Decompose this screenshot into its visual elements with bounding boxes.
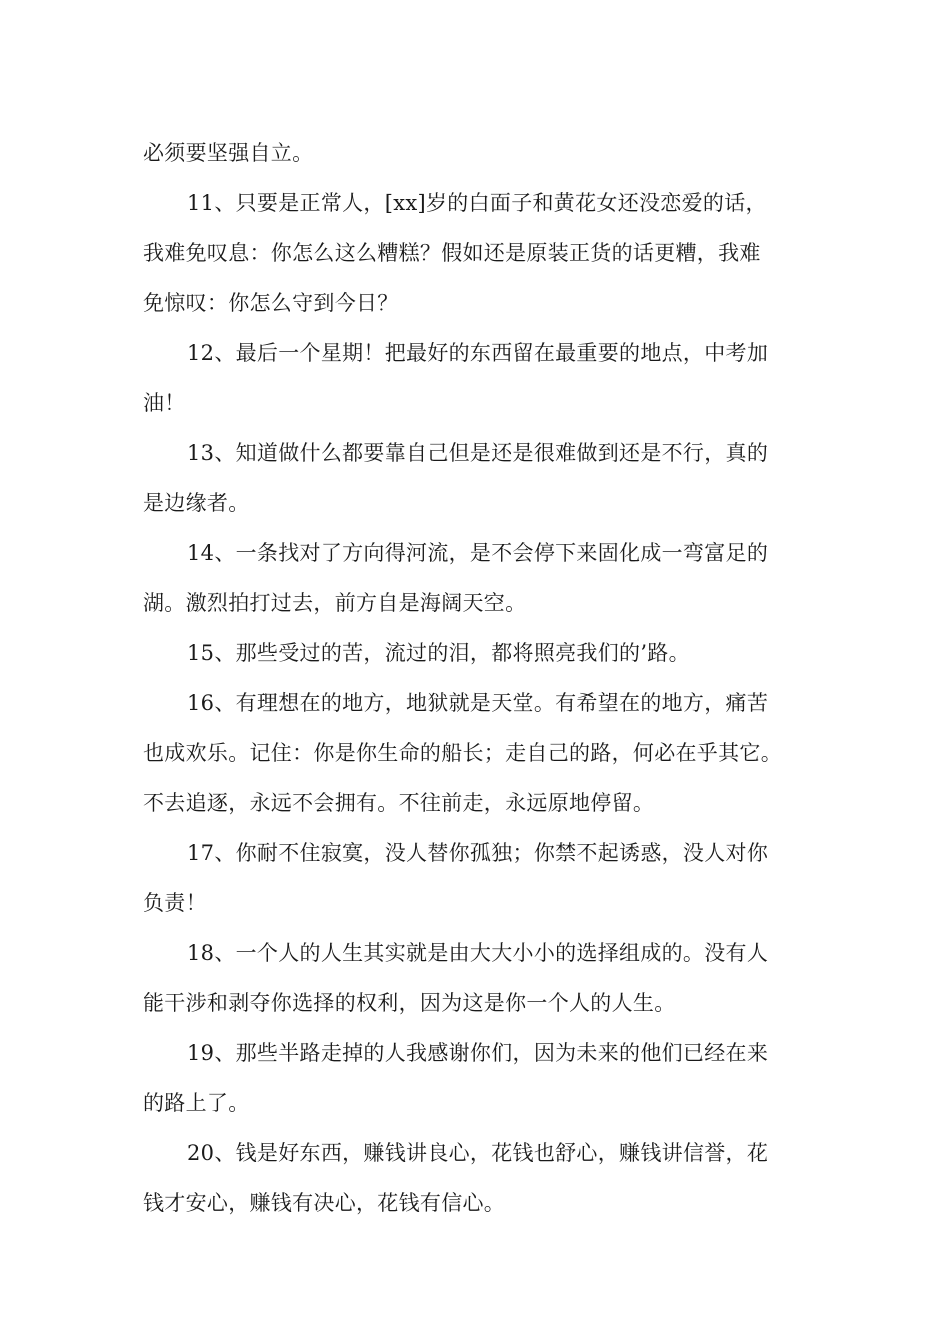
- paragraph-20-line-2: 钱才安心，赚钱有决心，花钱有信心。: [143, 1191, 506, 1215]
- paragraph-12-line-1: 12、最后一个星期！把最好的东西留在最重要的地点，中考加: [187, 341, 769, 365]
- paragraph-11-line-1: 11、只要是正常人，[xx]岁的白面子和黄花女还没恋爱的话，: [187, 191, 767, 215]
- paragraph-15-line-1: 15、那些受过的苦，流过的泪，都将照亮我们的’路。: [187, 641, 690, 665]
- paragraph-12-line-2: 油！: [143, 391, 186, 415]
- paragraph-19-line-1: 19、那些半路走掉的人我感谢你们，因为未来的他们已经在来: [187, 1041, 769, 1065]
- paragraph-14-line-2: 湖。激烈拍打过去，前方自是海阔天空。: [143, 591, 527, 615]
- paragraph-14-line-1: 14、一条找对了方向得河流，是不会停下来固化成一弯富足的: [187, 541, 769, 565]
- paragraph-13-line-1: 13、知道做什么都要靠自己但是还是很难做到还是不行，真的: [187, 441, 769, 465]
- paragraph-20-line-1: 20、钱是好东西，赚钱讲良心，花钱也舒心，赚钱讲信誉，花: [187, 1141, 769, 1165]
- paragraph-16-line-2: 也成欢乐。记住：你是你生命的船长；走自己的路，何必在乎其它。: [143, 741, 782, 765]
- paragraph-16-line-3: 不去追逐，永远不会拥有。不往前走，永远原地停留。: [143, 791, 655, 815]
- paragraph-18-line-2: 能干涉和剥夺你选择的权利，因为这是你一个人的人生。: [143, 991, 676, 1015]
- document-body: [143, 128, 813, 1228]
- paragraph-18-line-1: 18、一个人的人生其实就是由大大小小的选择组成的。没有人: [187, 941, 769, 965]
- paragraph-17-line-2: 负责！: [143, 891, 207, 915]
- text-line: 必须要坚强自立。: [143, 141, 314, 165]
- paragraph-17-line-1: 17、你耐不住寂寞，没人替你孤独；你禁不起诱惑，没人对你: [187, 841, 769, 865]
- paragraph-11-line-2: 我难免叹息：你怎么这么糟糕？假如还是原装正货的话更糟，我难: [143, 241, 761, 265]
- paragraph-19-line-2: 的路上了。: [143, 1091, 250, 1115]
- paragraph-16-line-1: 16、有理想在的地方，地狱就是天堂。有希望在的地方，痛苦: [187, 691, 769, 715]
- paragraph-11-line-3: 免惊叹：你怎么守到今日？: [143, 291, 399, 315]
- paragraph-13-line-2: 是边缘者。: [143, 491, 250, 515]
